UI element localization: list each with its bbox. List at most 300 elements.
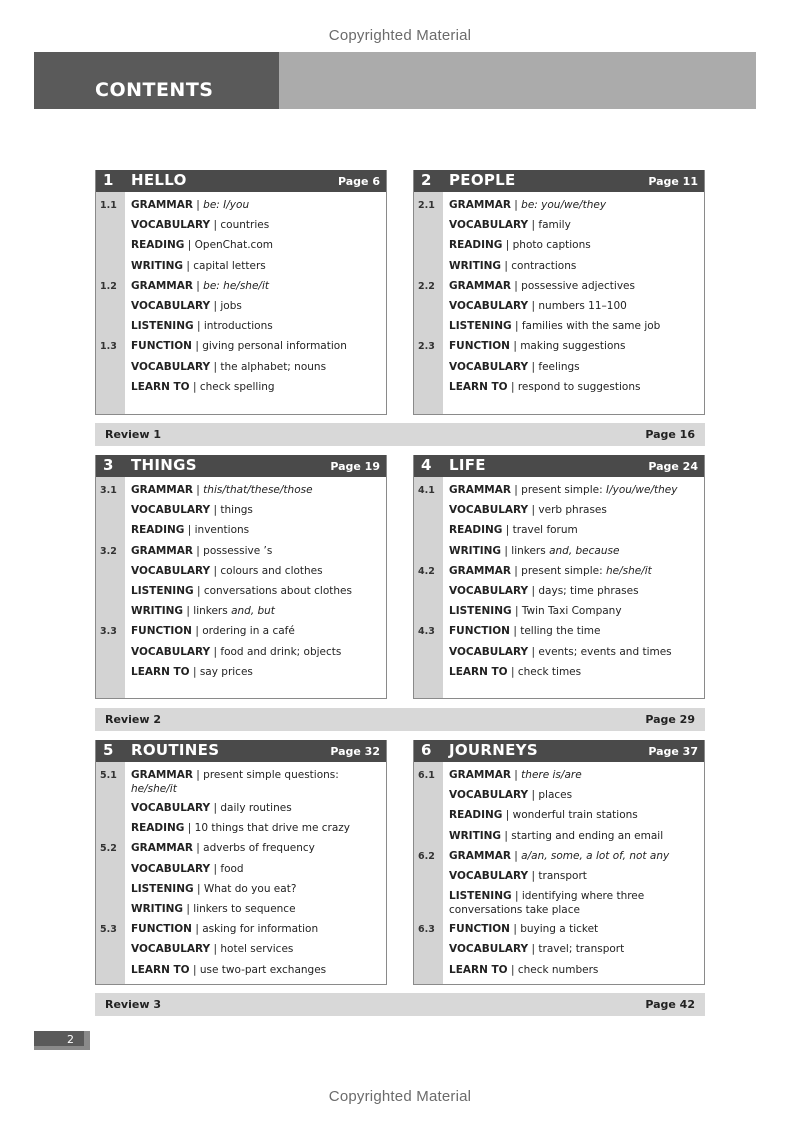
topic-text: starting and ending an email <box>511 829 664 842</box>
skill-keyword: WRITING <box>131 259 184 272</box>
skill-keyword: LEARN TO <box>131 963 190 976</box>
skill-keyword: LISTENING <box>449 890 512 903</box>
skill-keyword: VOCABULARY <box>131 802 211 814</box>
topic-text: asking for information <box>202 923 319 936</box>
review-bar <box>95 423 705 446</box>
contents-row <box>96 939 386 959</box>
separator: | <box>192 199 204 211</box>
unit-number: 3 <box>103 456 114 474</box>
skill-keyword: VOCABULARY <box>449 219 529 232</box>
topic-text: check spelling <box>199 380 275 393</box>
unit-rows <box>414 762 704 989</box>
unit-box <box>95 170 387 415</box>
topic-text: ordering in a café <box>202 625 295 638</box>
contents-row <box>96 500 386 520</box>
separator: | <box>510 279 522 292</box>
unit-title: THINGS <box>131 456 197 474</box>
contents-row <box>96 601 386 621</box>
separator: | <box>210 645 221 658</box>
review-page-ref: Page 42 <box>645 998 695 1011</box>
contents-row <box>414 601 704 621</box>
unit-page-ref: Page 32 <box>330 745 380 758</box>
contents-row <box>414 520 704 540</box>
skill-keyword: GRAMMAR <box>131 484 193 496</box>
contents-row <box>414 336 704 356</box>
topic-text: making suggestions <box>520 340 626 353</box>
skill-keyword: VOCABULARY <box>449 869 529 882</box>
skill-keyword: FUNCTION <box>449 923 510 936</box>
contents-row <box>96 561 386 581</box>
contents-row <box>96 215 386 235</box>
review-page-ref: Page 16 <box>645 428 695 441</box>
unit-rows <box>414 477 704 691</box>
contents-row <box>96 235 386 255</box>
skill-keyword: VOCABULARY <box>131 299 211 312</box>
topic-text: jobs <box>220 299 242 312</box>
unit-body <box>96 192 386 414</box>
unit-header <box>414 740 704 762</box>
unit-page-ref: Page 24 <box>648 460 698 473</box>
contents-row <box>96 919 386 939</box>
contents-row <box>414 805 704 825</box>
contents-row <box>414 235 704 255</box>
contents-row <box>96 621 386 641</box>
skill-keyword: WRITING <box>449 259 502 272</box>
unit-number: 1 <box>103 171 114 189</box>
separator: | <box>509 340 521 353</box>
section-number: 4.2 <box>418 565 435 577</box>
section-number: 2.3 <box>418 341 435 353</box>
topic-text: What do you eat? <box>203 882 297 895</box>
unit-title: HELLO <box>131 171 187 189</box>
topic-text: hotel services <box>220 943 294 956</box>
separator: | <box>507 963 518 976</box>
unit-rows <box>414 192 704 406</box>
contents-row <box>414 500 704 520</box>
contents-row <box>414 316 704 336</box>
topic-text: check times <box>517 665 582 678</box>
unit-header <box>96 455 386 477</box>
page-number-tab <box>34 1031 90 1050</box>
skill-keyword: VOCABULARY <box>449 504 529 517</box>
separator: | <box>509 923 521 936</box>
contents-row <box>96 838 386 858</box>
section-number: 1.3 <box>100 341 117 353</box>
separator: | <box>192 544 204 557</box>
skill-keyword: WRITING <box>449 544 502 557</box>
topic-text: days; time phrases <box>538 584 639 597</box>
unit-number: 4 <box>421 456 432 474</box>
topic-text: identifying where three conversations take place <box>449 890 648 917</box>
unit-box <box>413 740 705 985</box>
topic-text: numbers 11–100 <box>538 299 627 312</box>
contents-row <box>96 879 386 899</box>
topic-text: things <box>220 504 253 517</box>
topic-text: telling the time <box>520 625 601 638</box>
topic-text: giving personal information <box>202 340 347 353</box>
skill-keyword: READING <box>131 822 185 835</box>
unit-header <box>96 740 386 762</box>
section-number: 4.1 <box>418 485 435 496</box>
separator: | <box>511 890 522 903</box>
contents-row <box>414 195 704 215</box>
unit-title: LIFE <box>449 456 486 474</box>
separator: | <box>191 625 203 638</box>
topic-text: food and drink; objects <box>220 645 342 658</box>
separator: | <box>510 564 522 577</box>
separator: | <box>191 923 203 936</box>
contents-row <box>414 541 704 561</box>
contents-row <box>96 256 386 276</box>
skill-keyword: GRAMMAR <box>449 279 511 292</box>
unit-title: JOURNEYS <box>449 741 538 759</box>
contents-row <box>414 357 704 377</box>
contents-row <box>414 215 704 235</box>
topic-text: be: I/you <box>203 199 250 211</box>
contents-row <box>414 480 704 500</box>
topic-text: 10 things that drive me crazy <box>194 822 351 835</box>
topic-text: he/she/it <box>605 564 652 577</box>
unit-page-ref: Page 6 <box>337 175 380 188</box>
contents-row <box>96 960 386 980</box>
contents-row <box>96 377 386 397</box>
skill-keyword: VOCABULARY <box>449 645 529 658</box>
skill-keyword: READING <box>449 524 503 537</box>
skill-keyword: VOCABULARY <box>449 299 529 312</box>
skill-keyword: VOCABULARY <box>449 789 529 802</box>
contents-row <box>96 520 386 540</box>
page-number-tab-inner <box>34 1031 84 1046</box>
skill-keyword: FUNCTION <box>449 340 510 353</box>
section-number: 6.1 <box>418 770 435 781</box>
skill-keyword: LISTENING <box>131 584 194 597</box>
separator: | <box>210 564 221 577</box>
separator: | <box>192 769 204 781</box>
separator: | <box>189 963 200 976</box>
contents-row <box>96 798 386 818</box>
topic-text: possessive adjectives <box>521 279 635 292</box>
contents-row <box>414 276 704 296</box>
separator: | <box>183 605 194 618</box>
skill-keyword: LEARN TO <box>449 380 508 393</box>
contents-row <box>96 765 386 798</box>
skill-keyword: GRAMMAR <box>449 849 511 862</box>
topic-text: use two-part exchanges <box>199 963 327 976</box>
unit-page-ref: Page 19 <box>330 460 380 473</box>
unit-body <box>414 477 704 698</box>
unit-header <box>414 170 704 192</box>
topic-text: there is/are <box>521 769 582 781</box>
skill-keyword: LISTENING <box>449 605 512 618</box>
review-bar <box>95 708 705 731</box>
separator: | <box>192 279 204 292</box>
section-number: 3.1 <box>100 485 117 496</box>
topic-text: conversations about clothes <box>203 584 352 597</box>
contents-row <box>414 886 704 919</box>
skill-keyword: READING <box>449 239 503 252</box>
unit-rows <box>96 192 386 406</box>
topic-text: be: he/she/it <box>203 279 269 292</box>
copyright-notice-top: Copyrighted Material <box>328 27 472 44</box>
topic-text: present simple: <box>521 564 606 577</box>
separator: | <box>528 504 539 517</box>
unit-header <box>96 170 386 192</box>
topic-text: present simple: <box>521 484 606 496</box>
topic-text: and, because <box>549 544 620 557</box>
separator: | <box>210 943 221 956</box>
skill-keyword: GRAMMAR <box>131 199 193 211</box>
separator: | <box>184 822 195 835</box>
separator: | <box>210 360 221 373</box>
topic-text: I/you/we/they <box>605 484 678 496</box>
separator: | <box>511 320 522 333</box>
separator: | <box>501 259 512 272</box>
topic-text: colours and clothes <box>220 564 323 577</box>
contents-row <box>414 256 704 276</box>
contents-row <box>96 296 386 316</box>
unit-number: 6 <box>421 741 432 759</box>
contents-row <box>96 357 386 377</box>
topic-text: introductions <box>203 320 273 333</box>
topic-text: verb phrases <box>538 504 607 517</box>
skill-keyword: VOCABULARY <box>449 943 529 956</box>
separator: | <box>528 645 539 658</box>
separator: | <box>528 219 539 232</box>
skill-keyword: VOCABULARY <box>131 219 211 232</box>
separator: | <box>210 504 221 517</box>
unit-number: 2 <box>421 171 432 189</box>
topic-text: Twin Taxi Company <box>521 605 622 618</box>
contents-row <box>414 296 704 316</box>
skill-keyword: FUNCTION <box>131 625 192 638</box>
section-number: 3.2 <box>100 545 117 557</box>
separator: | <box>189 665 200 678</box>
separator: | <box>507 380 518 393</box>
contents-row <box>96 581 386 601</box>
unit-rows <box>96 477 386 691</box>
topic-text: countries <box>220 219 270 232</box>
contents-row <box>414 621 704 641</box>
skill-keyword: GRAMMAR <box>449 484 511 496</box>
separator: | <box>510 484 522 496</box>
skill-keyword: VOCABULARY <box>131 862 211 875</box>
skill-keyword: LEARN TO <box>131 380 190 393</box>
separator: | <box>502 524 513 537</box>
topic-text: daily routines <box>220 802 292 814</box>
section-number: 5.1 <box>100 770 117 781</box>
separator: | <box>528 299 539 312</box>
skill-keyword: LEARN TO <box>449 963 508 976</box>
separator: | <box>183 259 194 272</box>
topic-text: food <box>220 862 244 875</box>
contents-row <box>414 561 704 581</box>
separator: | <box>184 524 195 537</box>
separator: | <box>528 789 539 802</box>
contents-row <box>414 642 704 662</box>
contents-row <box>96 336 386 356</box>
topic-text: inventions <box>194 524 250 537</box>
topic-text: wonderful train stations <box>512 809 638 822</box>
skill-keyword: LEARN TO <box>449 665 508 678</box>
contents-row <box>96 276 386 296</box>
unit-title: ROUTINES <box>131 741 220 759</box>
topic-text: travel; transport <box>538 943 625 956</box>
skill-keyword: FUNCTION <box>131 923 192 936</box>
separator: | <box>502 809 513 822</box>
review-label: Review 1 <box>105 428 161 441</box>
separator: | <box>528 869 539 882</box>
topic-text: say prices <box>199 665 253 678</box>
skill-keyword: READING <box>449 809 503 822</box>
skill-keyword: GRAMMAR <box>131 769 193 781</box>
topic-text: travel forum <box>512 524 578 537</box>
topic-text: photo captions <box>512 239 591 252</box>
topic-text: capital letters <box>193 259 266 272</box>
unit-header <box>414 455 704 477</box>
unit-body <box>414 762 704 984</box>
contents-row <box>414 765 704 785</box>
unit-rows <box>96 762 386 989</box>
skill-keyword: VOCABULARY <box>131 360 211 373</box>
page-number: 2 <box>67 1033 74 1046</box>
review-label: Review 2 <box>105 713 161 726</box>
separator: | <box>210 802 221 814</box>
review-page-ref: Page 29 <box>645 713 695 726</box>
topic-text: feelings <box>538 360 580 373</box>
separator: | <box>189 380 200 393</box>
topic-text: family <box>538 219 571 232</box>
contents-row <box>96 195 386 215</box>
topic-text: be: you/we/they <box>521 199 607 211</box>
section-number: 6.2 <box>418 850 435 862</box>
unit-body <box>96 477 386 698</box>
section-number: 5.2 <box>100 843 117 855</box>
contents-row <box>96 480 386 500</box>
separator: | <box>528 943 539 956</box>
topic-text: the alphabet; nouns <box>220 360 327 373</box>
contents-row <box>414 785 704 805</box>
skill-keyword: VOCABULARY <box>131 564 211 577</box>
contents-row <box>414 377 704 397</box>
review-bar <box>95 993 705 1016</box>
contents-row <box>96 859 386 879</box>
unit-body <box>96 762 386 984</box>
separator: | <box>210 219 221 232</box>
topic-text: places <box>538 789 573 802</box>
skill-keyword: READING <box>131 239 185 252</box>
section-number: 5.3 <box>100 924 117 936</box>
separator: | <box>528 584 539 597</box>
topic-text: linkers <box>511 544 550 557</box>
unit-box <box>95 455 387 699</box>
unit-box <box>413 455 705 699</box>
skill-keyword: FUNCTION <box>449 625 510 638</box>
skill-keyword: GRAMMAR <box>131 544 193 557</box>
skill-keyword: GRAMMAR <box>131 842 193 855</box>
separator: | <box>193 882 204 895</box>
separator: | <box>510 769 522 781</box>
unit-page-ref: Page 37 <box>648 745 698 758</box>
topic-text: he/she/it <box>131 783 177 795</box>
topic-text: this/that/these/those <box>203 484 313 496</box>
topic-text: respond to suggestions <box>517 380 641 393</box>
section-number: 2.2 <box>418 280 435 292</box>
skill-keyword: GRAMMAR <box>449 769 511 781</box>
skill-keyword: WRITING <box>131 605 184 618</box>
skill-keyword: GRAMMAR <box>449 564 511 577</box>
unit-page-ref: Page 11 <box>648 175 698 188</box>
skill-keyword: READING <box>131 524 185 537</box>
separator: | <box>501 829 512 842</box>
separator: | <box>511 605 522 618</box>
skill-keyword: VOCABULARY <box>131 504 211 517</box>
separator: | <box>210 862 221 875</box>
topic-text: possessive ’s <box>203 544 273 557</box>
topic-text: linkers <box>193 605 232 618</box>
contents-banner <box>34 52 756 109</box>
skill-keyword: LISTENING <box>131 882 194 895</box>
topic-text: families with the same job <box>521 320 661 333</box>
skill-keyword: LEARN TO <box>131 665 190 678</box>
contents-row <box>96 662 386 682</box>
page-title: CONTENTS <box>95 79 214 101</box>
unit-box <box>95 740 387 985</box>
separator: | <box>509 625 521 638</box>
separator: | <box>193 320 204 333</box>
separator: | <box>502 239 513 252</box>
separator: | <box>510 849 522 862</box>
contents-row <box>414 846 704 866</box>
separator: | <box>193 584 204 597</box>
contents-row <box>414 826 704 846</box>
separator: | <box>210 299 221 312</box>
separator: | <box>191 340 203 353</box>
contents-row <box>96 642 386 662</box>
skill-keyword: GRAMMAR <box>449 199 511 211</box>
skill-keyword: LISTENING <box>449 320 512 333</box>
skill-keyword: VOCABULARY <box>131 943 211 956</box>
section-number: 4.3 <box>418 626 435 638</box>
skill-keyword: WRITING <box>131 902 184 915</box>
contents-row <box>96 316 386 336</box>
unit-title: PEOPLE <box>449 171 516 189</box>
topic-text: transport <box>538 869 587 882</box>
section-number: 1.1 <box>100 200 117 211</box>
topic-text: linkers to sequence <box>193 902 296 915</box>
topic-text: and, but <box>231 605 275 618</box>
contents-row <box>414 939 704 959</box>
skill-keyword: WRITING <box>449 829 502 842</box>
topic-text: a/an, some, a lot of, not any <box>521 849 670 862</box>
separator: | <box>192 484 204 496</box>
topic-text: contractions <box>511 259 577 272</box>
separator: | <box>183 902 194 915</box>
section-number: 3.3 <box>100 626 117 638</box>
contents-row <box>96 899 386 919</box>
separator: | <box>507 665 518 678</box>
section-number: 1.2 <box>100 280 117 292</box>
skill-keyword: VOCABULARY <box>131 645 211 658</box>
review-label: Review 3 <box>105 998 161 1011</box>
topic-text: check numbers <box>517 963 599 976</box>
contents-row <box>414 960 704 980</box>
separator: | <box>501 544 512 557</box>
contents-row <box>414 581 704 601</box>
skill-keyword: GRAMMAR <box>131 279 193 292</box>
topic-text: OpenChat.com <box>194 239 273 252</box>
unit-number: 5 <box>103 741 114 759</box>
unit-box <box>413 170 705 415</box>
